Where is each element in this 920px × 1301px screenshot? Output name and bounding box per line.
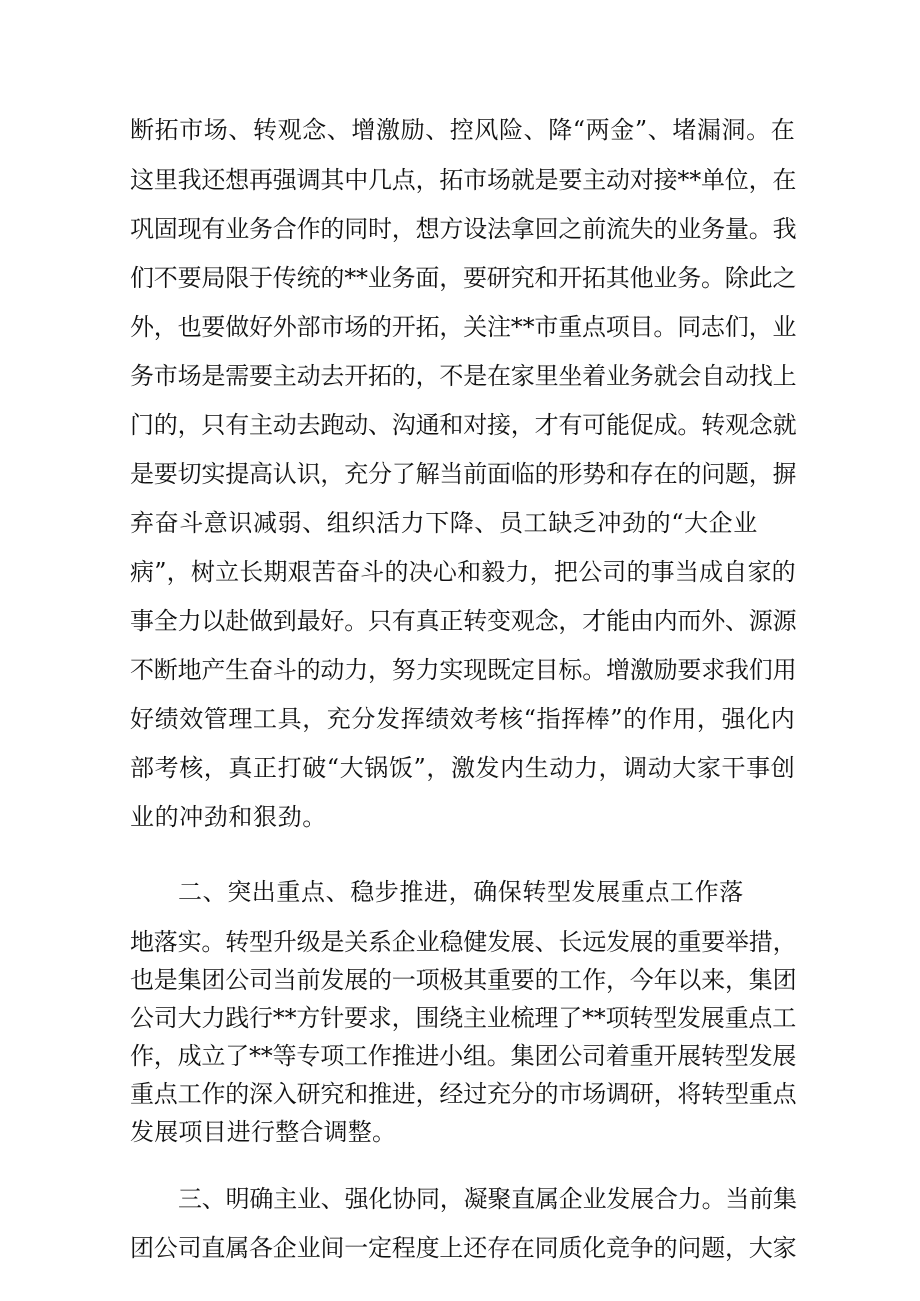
text-line: 事全力以赴做到最好。只有真正转变观念，才能由内而外、源源 [130, 607, 797, 635]
text-line: 作，成立了**等专项工作推进小组。集团公司着重开展转型发展 [130, 1042, 797, 1070]
text-line: 们不要局限于传统的**业务面，要研究和开拓其他业务。除此之 [130, 264, 797, 292]
text-line: 发展项目进行整合调整。 [130, 1118, 397, 1146]
text-line: 团公司直属各企业间一定程度上还存在同质化竞争的问题，大家 [130, 1234, 797, 1262]
text-line: 重点工作的深入研究和推进，经过充分的市场调研，将转型重点 [130, 1080, 797, 1108]
text-line: 这里我还想再强调其中几点，拓市场就是要主动对接**单位，在 [130, 166, 797, 194]
text-line: 也是集团公司当前发展的一项极其重要的工作，今年以来，集团 [130, 966, 797, 994]
text-line: 门的，只有主动去跑动、沟通和对接，才有可能促成。转观念就 [130, 411, 797, 439]
text-line: 是要切实提高认识，充分了解当前面临的形势和存在的问题，摒 [130, 460, 797, 488]
text-line: 务市场是需要主动去开拓的，不是在家里坐着业务就会自动找上 [130, 362, 797, 390]
text-line: 病”，树立长期艰苦奋斗的决心和毅力，把公司的事当成自家的 [130, 558, 796, 586]
text-line: 不断地产生奋斗的动力，努力实现既定目标。增激励要求我们用 [130, 656, 797, 684]
text-line: 巩固现有业务合作的同时，想方设法拿回之前流失的业务量。我 [130, 215, 797, 243]
text-line: 公司大力践行**方针要求，围绕主业梳理了**项转型发展重点工 [130, 1004, 796, 1032]
text-line: 外，也要做好外部市场的开拓，关注**市重点项目。同志们，业 [130, 313, 797, 341]
text-line: 部考核，真正打破“大锅饭”，激发内生动力，调动大家干事创 [130, 754, 796, 782]
text-line: 地落实。转型升级是关系企业稳健发展、长远发展的重要举措， [130, 928, 797, 956]
text-line: 断拓市场、转观念、增激励、控风险、降“两金”、堵漏洞。在 [130, 116, 796, 144]
text-line: 好绩效管理工具，充分发挥绩效考核“指挥棒”的作用，强化内 [130, 705, 796, 733]
text-line: 业的冲劲和狠劲。 [130, 803, 327, 831]
text-line: 弃奋斗意识减弱、组织活力下降、员工缺乏冲劲的“大企业 [130, 509, 758, 537]
section-heading-two: 二、突出重点、稳步推进，确保转型发展重点工作落 [178, 878, 744, 906]
section-heading-three: 三、明确主业、强化协同，凝聚直属企业发展合力。当前集 [178, 1185, 797, 1213]
